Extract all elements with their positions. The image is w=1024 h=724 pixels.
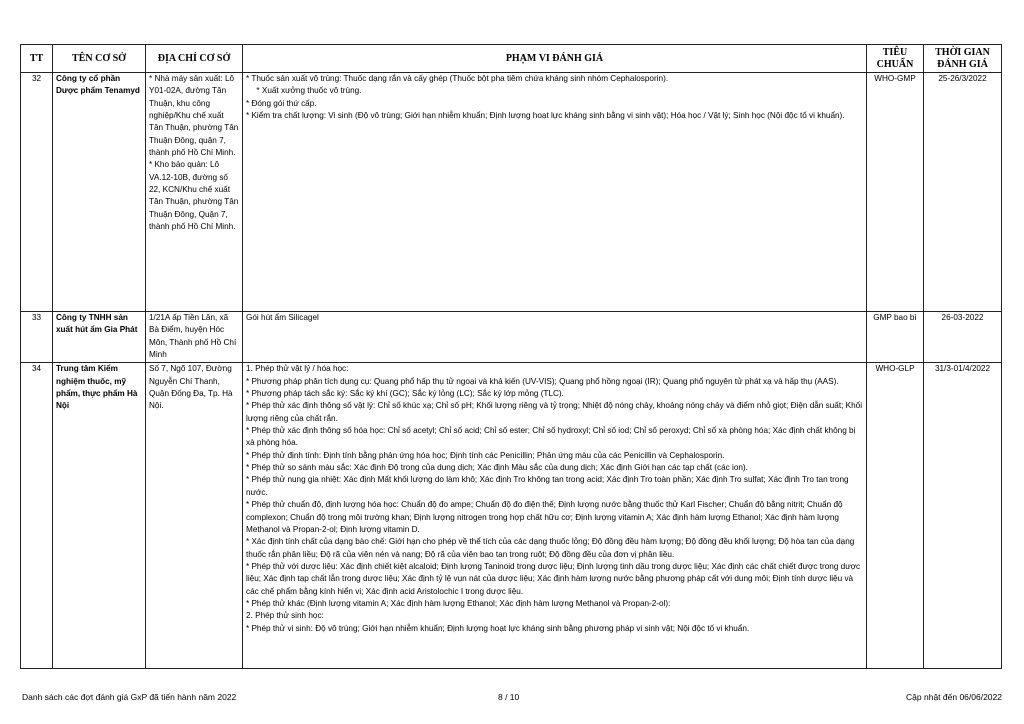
- standard: GMP bao bì: [867, 312, 924, 363]
- header-time: [924, 45, 1002, 73]
- header-standard-line1: TIÊU: [882, 46, 908, 58]
- text-line: Số 7, Ngõ 107, Đường Nguyễn Chí Thanh, Quận Đống Đa, Tp. Hà Nội.: [149, 364, 233, 411]
- header-standard-line2: CHUẨN: [876, 58, 914, 70]
- scope-lines: [246, 73, 863, 122]
- facility-name: Trung tâm Kiểm nghiệm thuốc, mỹ phẩm, thực phẩm Hà Nội: [53, 363, 146, 669]
- row-tt: 32: [21, 73, 53, 312]
- text-line: * Phương pháp phân tích dụng cụ: Quang phổ hấp thụ tử ngoại và khả kiến (UV-VIS); Quang phổ hồng ngoại (IR); Quang phổ nguyên tử phát xạ và hấp thụ (AAS).: [246, 376, 839, 386]
- assessment-time: 31/3-01/4/2022: [924, 363, 1002, 669]
- text-line: * Phép thử với dược liệu: Xác định chiết kiệt alcaloid; Định lượng Taninoid trong dược liệu; Định lượng tinh dầu trong dược liệu; Xác định các chất chiết được trong dược liệu; Xác định tạp chất lẫn trong dược liệu; Xác định tỷ lệ vụn nát của dược liệu; Xác định hàm lượng nước bằng phương pháp cất với dung môi; Định tính dược liệu và các chế phẩm bằng kính hiển vi; Xác định acid Aristolochic I trong dược liệu.: [246, 561, 861, 596]
- header-time-line1: THỜI GIAN: [935, 46, 990, 58]
- assessment-scope: [243, 363, 867, 669]
- footer-document-title: Danh sách các đợt đánh giá GxP đã tiến hành năm 2022: [22, 692, 237, 702]
- assessment-scope: [243, 312, 867, 363]
- text-line: * Thuốc sản xuất vô trùng: Thuốc dạng rắn và cấy ghép (Thuốc bột pha tiêm chứa kháng sinh nhóm Cephalosporin).: [246, 74, 669, 83]
- facility-address: [146, 312, 243, 363]
- text-line: * Phép thử định tính: Định tính bằng phản ứng hóa học; Định tính các Penicillin; Phản ứng màu của các Penicillin và Cephalosporin.: [246, 450, 725, 460]
- text-line: 2. Phép thử sinh học:: [246, 611, 324, 621]
- text-line: * Phép thử chuẩn độ, định lượng hóa học: Chuẩn độ đo ampe; Chuẩn độ đo điện thế; Định lượng nước bằng thuốc thử Karl Fischer; Chuẩn độ bằng nitrit; Chuẩn độ complexon; Chuẩn độ trong môi trường khan; Định lượng nitrogen trong hợp chất hữu cơ; Định lượng vitamin A; Xác định hàm lượng Ethanol; Xác định hàm lượng Methanol và Propan-2-ol; Định lượng vitamin D.: [246, 500, 843, 534]
- assessment-time: 25-26/3/2022: [924, 73, 1002, 312]
- row-tt: 33: [21, 312, 53, 363]
- text-line: Gói hút ẩm Silicagel: [246, 313, 319, 322]
- text-line: * Nhà máy sản xuất: Lô Y01-02A, đường Tân Thuận, khu công nghiệp/Khu chế xuất Tân Thuận, phường Tân Thuận Đông, quận 7, thành phố Hồ Chí Minh.: [149, 74, 239, 158]
- header-address: ĐỊA CHỈ CƠ SỞ: [146, 45, 243, 73]
- facility-name: Công ty cổ phần Dược phẩm Tenamyd: [53, 73, 146, 312]
- text-line: * Phép thử vi sinh: Độ vô trùng; Giới hạn nhiễm khuẩn; Định lượng hoạt lực kháng sinh bằng phương pháp vi sinh vật; Nội độc tố vi khuẩn.: [246, 623, 750, 633]
- header-scope: PHẠM VI ĐÁNH GIÁ: [243, 45, 867, 73]
- text-line: * Phép thử khác (Định lượng vitamin A; Xác định hàm lượng Ethanol; Xác định hàm lượng Methanol và Propan-2-ol):: [246, 598, 671, 608]
- facility-name: Công ty TNHH sản xuất hút ẩm Gia Phát: [53, 312, 146, 363]
- footer-page-number: 8 / 10: [498, 692, 520, 702]
- facility-address: [146, 363, 243, 669]
- header-time-line2: ĐÁNH GIÁ: [937, 58, 988, 70]
- text-line: 1. Phép thử vật lý / hóa học:: [246, 364, 349, 374]
- text-line: 1/21A ấp Tiền Lân, xã Bà Điểm, huyện Hóc Môn, Thành phố Hồ Chí Minh: [149, 313, 237, 360]
- scope-lines: [246, 312, 863, 324]
- assessment-time: 26-03-2022: [924, 312, 1002, 363]
- text-line: * Kiểm tra chất lượng: Vi sinh (Độ vô trùng; Giới hạn nhiễm khuẩn; Định lượng hoạt lực kháng sinh bằng vi sinh vật); Hóa học / Vật lý; Sinh học (Nội độc tố vi khuẩn).: [246, 111, 845, 121]
- address-lines: [149, 363, 239, 412]
- header-name: TÊN CƠ SỞ: [53, 45, 146, 73]
- text-line: * Phương pháp tách sắc ký: Sắc ký khí (GC); Sắc ký lỏng (LC); Sắc ký lớp mỏng (TLC).: [246, 389, 564, 399]
- table-header-row: [21, 45, 1002, 73]
- text-line: * Phép thử xác định thông số vật lý: Chỉ số khúc xạ; Chỉ số pH; Khối lượng riêng và tỷ trọng; Nhiệt độ nóng chảy, khoảng nóng chảy và điểm nhỏ giọt; Điện dẫn suất; Khối lượng riêng của chất rắn.: [246, 401, 863, 423]
- footer-update-date: Cập nhật đến 06/06/2022: [906, 692, 1002, 702]
- standard: WHO-GMP: [867, 73, 924, 312]
- text-line: * Phép thử nung gia nhiệt: Xác định Mất khối lượng do làm khô; Xác định Tro không tan trong acid; Xác định Tro toàn phần; Xác định Tro sulfat; Xác định Tro tan trong nước.: [246, 475, 849, 497]
- address-lines: [149, 73, 239, 233]
- address-lines: [149, 312, 239, 361]
- text-line: * Xuất xưởng thuốc vô trùng.: [256, 86, 362, 96]
- row-tt: 34: [21, 363, 53, 669]
- text-line: * Kho bảo quản: Lô VA.12-10B, đường số 22, KCN/Khu chế xuất Tân Thuận, phường Tân Thuận Đông, Quận 7, thành phố Hồ Chí Minh.: [149, 160, 239, 232]
- standard: WHO-GLP: [867, 363, 924, 669]
- table-row: [21, 73, 1002, 312]
- text-line: * Phép thử so sánh màu sắc: Xác định Độ trong của dung dịch; Xác định Màu sắc của dung dịch; Xác định Giới hạn các tạp chất (các ion).: [246, 463, 748, 473]
- text-line: * Xác định tính chất của dạng bào chế: Giới hạn cho phép về thể tích của các dạng thuốc lỏng; Độ đồng đều hàm lượng; Độ đồng đều khối lượng; Độ hòa tan của dạng thuốc rắn phân liều; Độ rã của viên nén và nang; Độ rã của viên bao tan trong ruột; Độ đồng đều của đơn vị phân liều.: [246, 537, 855, 559]
- table-row: [21, 312, 1002, 363]
- assessment-scope: [243, 73, 867, 312]
- facility-address: [146, 73, 243, 312]
- text-line: * Đóng gói thứ cấp.: [246, 98, 317, 108]
- header-tt: TT: [21, 45, 53, 73]
- text-line: * Phép thử xác định thông số hóa học: Chỉ số acetyl; Chỉ số acid; Chỉ số ester; Chỉ số hydroxyl; Chỉ số iod; Chỉ số peroxyd; Chỉ số xà phòng hóa; Xác định chất không bị xà phòng hóa.: [246, 426, 856, 448]
- scope-lines: [246, 363, 863, 635]
- header-standard: [867, 45, 924, 73]
- table-row: [21, 363, 1002, 669]
- gxp-assessment-table: [20, 44, 1002, 669]
